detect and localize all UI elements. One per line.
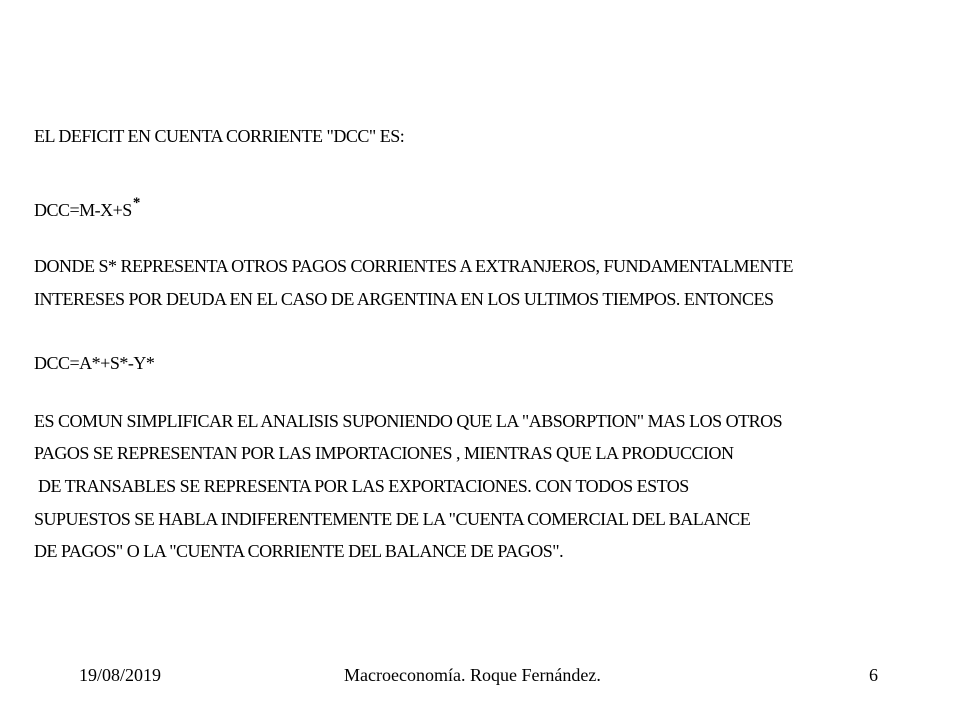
- formula-dcc-1: [34, 193, 140, 220]
- footer-date: 19/08/2019: [79, 665, 162, 685]
- definition-line-1: DONDE S* REPRESENTA OTROS PAGOS CORRIENTES A EXTRANJEROS, FUNDAMENTALMENTE: [34, 256, 794, 276]
- title-line: EL DEFICIT EN CUENTA CORRIENTE "DCC" ES:: [34, 126, 405, 146]
- paragraph-line-3: DE TRANSABLES SE REPRESENTA POR LAS EXPORTACIONES. CON TODOS ESTOS: [38, 476, 689, 496]
- paragraph-line-4: SUPUESTOS SE HABLA INDIFERENTEMENTE DE LA "CUENTA COMERCIAL DEL BALANCE: [34, 509, 751, 529]
- footer-title: Macroeconomía. Roque Fernández.: [344, 665, 601, 685]
- paragraph-line-2: PAGOS SE REPRESENTAN POR LAS IMPORTACIONES , MIENTRAS QUE LA PRODUCCION: [34, 443, 734, 463]
- paragraph-line-1: ES COMUN SIMPLIFICAR EL ANALISIS SUPONIENDO QUE LA "ABSORPTION" MAS LOS OTROS: [34, 411, 783, 431]
- footer-page-number: 6: [869, 665, 878, 685]
- paragraph-line-5: DE PAGOS" O LA "CUENTA CORRIENTE DEL BALANCE DE PAGOS".: [34, 541, 564, 561]
- formula-dcc-1-superscript: *: [132, 195, 140, 211]
- definition-line-2: INTERESES POR DEUDA EN EL CASO DE ARGENTINA EN LOS ULTIMOS TIEMPOS. ENTONCES: [34, 289, 774, 309]
- formula-dcc-1-base: DCC=M-X+S: [34, 200, 132, 220]
- formula-dcc-2: DCC=A*+S*-Y*: [34, 353, 155, 373]
